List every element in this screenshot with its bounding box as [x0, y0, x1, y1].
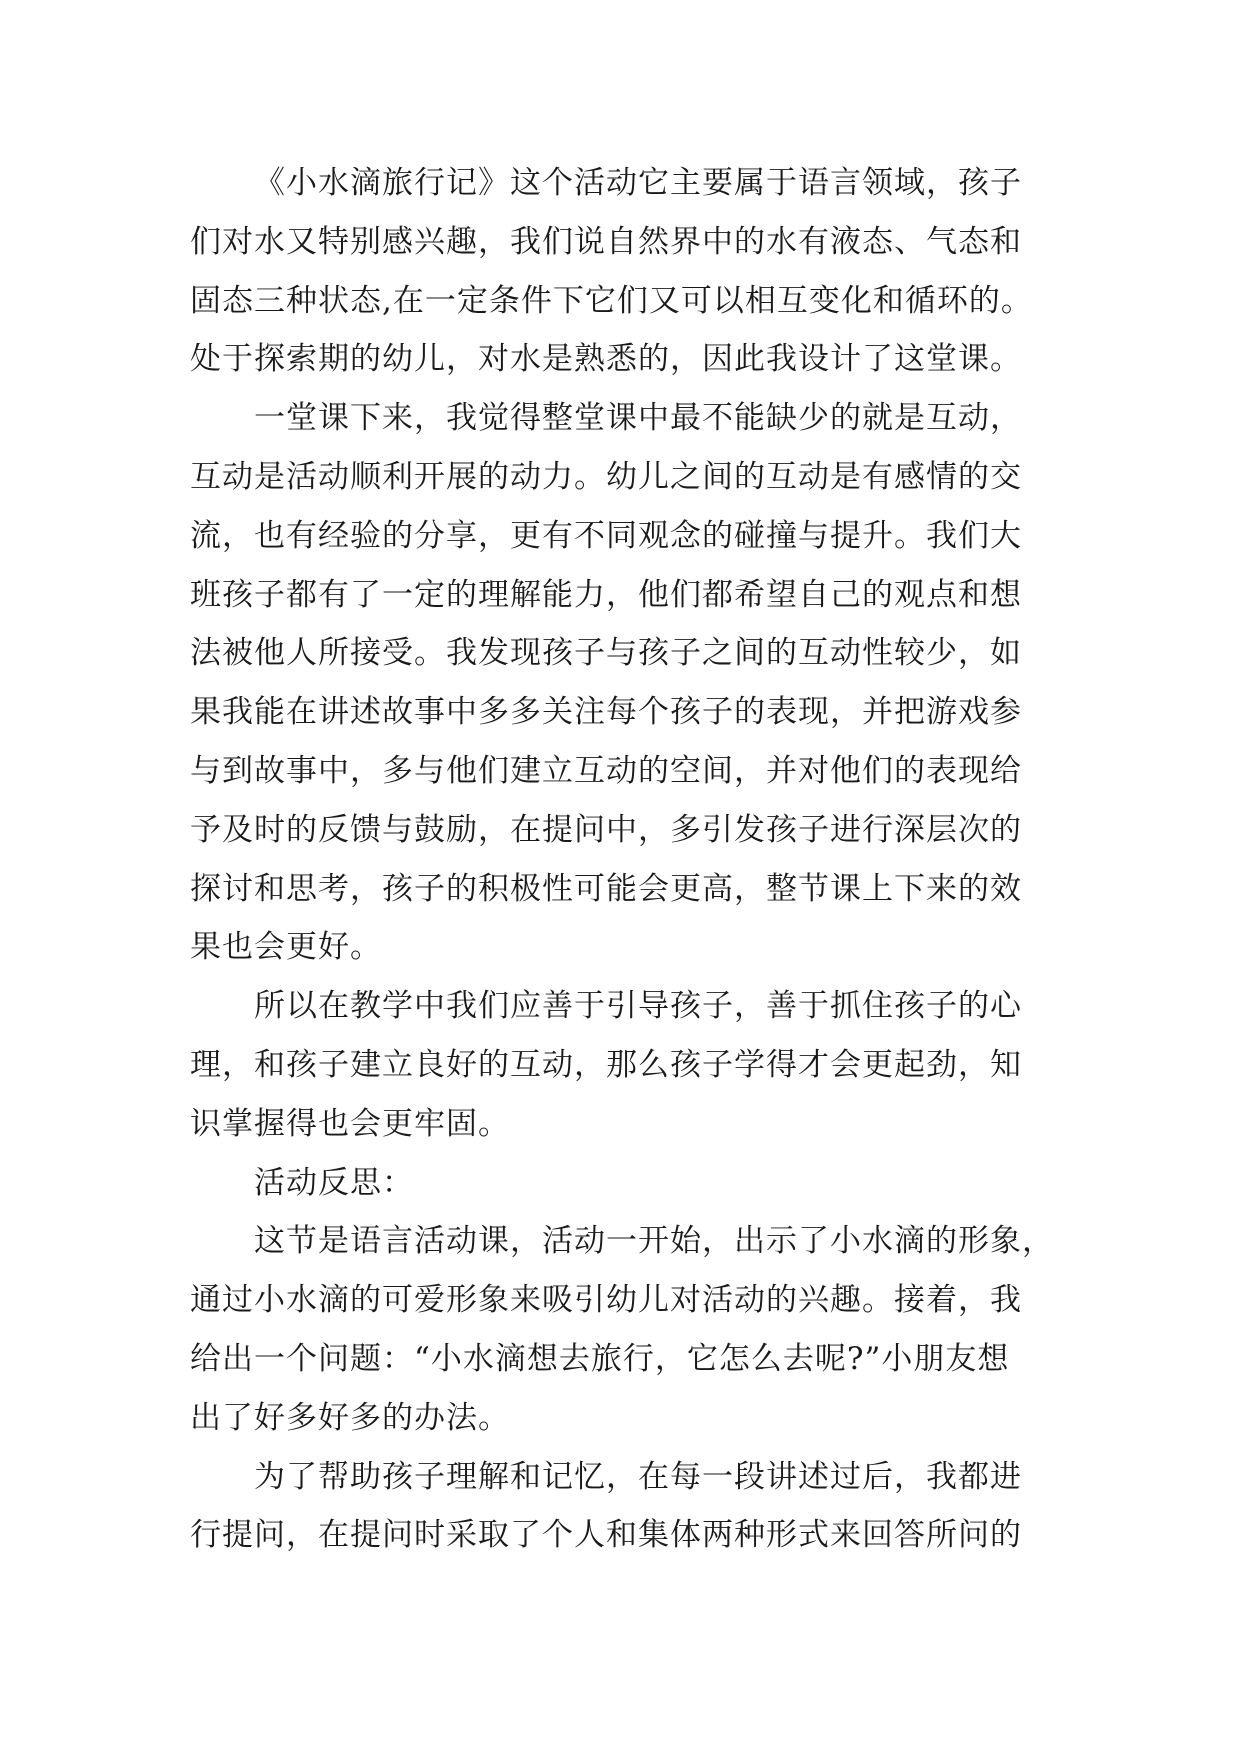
- text-line: 法被他人所接受。我发现孩子与孩子之间的互动性较少，如: [190, 635, 1022, 672]
- text-line: 识掌握得也会更牢固。: [190, 1105, 510, 1142]
- text-line: 一堂课下来，我觉得整堂课中最不能缺少的就是互动，: [254, 400, 1022, 437]
- text-line: 出了好多好多的办法。: [190, 1399, 510, 1436]
- text-line: 理，和孩子建立良好的互动，那么孩子学得才会更起劲，知: [190, 1046, 1022, 1083]
- text-line: 果我能在讲述故事中多多关注每个孩子的表现，并把游戏参: [190, 694, 1022, 731]
- text-line: 处于探索期的幼儿，对水是熟悉的，因此我设计了这堂课。: [190, 341, 1022, 378]
- text-line: 流，也有经验的分享，更有不同观念的碰撞与提升。我们大: [190, 517, 1022, 554]
- text-line: 们对水又特别感兴趣，我们说自然界中的水有液态、气态和: [190, 223, 1022, 260]
- section-heading: 活动反思：: [254, 1164, 414, 1201]
- text-line: 给出一个问题：“小水滴想去旅行，它怎么去呢?”小朋友想: [190, 1340, 1010, 1377]
- text-line: 这节是语言活动课，活动一开始，出示了小水滴的形象，: [254, 1223, 1054, 1260]
- text-line: 通过小水滴的可爱形象来吸引幼儿对活动的兴趣。接着，我: [190, 1282, 1022, 1319]
- text-line: 与到故事中，多与他们建立互动的空间，并对他们的表现给: [190, 752, 1022, 789]
- text-line: 《小水滴旅行记》这个活动它主要属于语言领域，孩子: [254, 165, 1022, 201]
- text-line: 行提问，在提问时采取了个人和集体两种形式来回答所问的: [190, 1517, 1022, 1554]
- text-line: 果也会更好。: [190, 929, 382, 966]
- document-body: [190, 154, 1090, 1565]
- text-line: 班孩子都有了一定的理解能力，他们都希望自己的观点和想: [190, 576, 1022, 613]
- text-line: 固态三种状态,在一定条件下它们又可以相互变化和循环的。: [190, 282, 1033, 319]
- text-line: 互动是活动顺利开展的动力。幼儿之间的互动是有感情的交: [190, 458, 1022, 495]
- text-line: 予及时的反馈与鼓励，在提问中，多引发孩子进行深层次的: [190, 811, 1022, 848]
- text-line: 探讨和思考，孩子的积极性可能会更高，整节课上下来的效: [190, 870, 1022, 907]
- text-line: 所以在教学中我们应善于引导孩子，善于抓住孩子的心: [254, 988, 1022, 1025]
- text-line: 为了帮助孩子理解和记忆，在每一段讲述过后，我都进: [254, 1458, 1022, 1495]
